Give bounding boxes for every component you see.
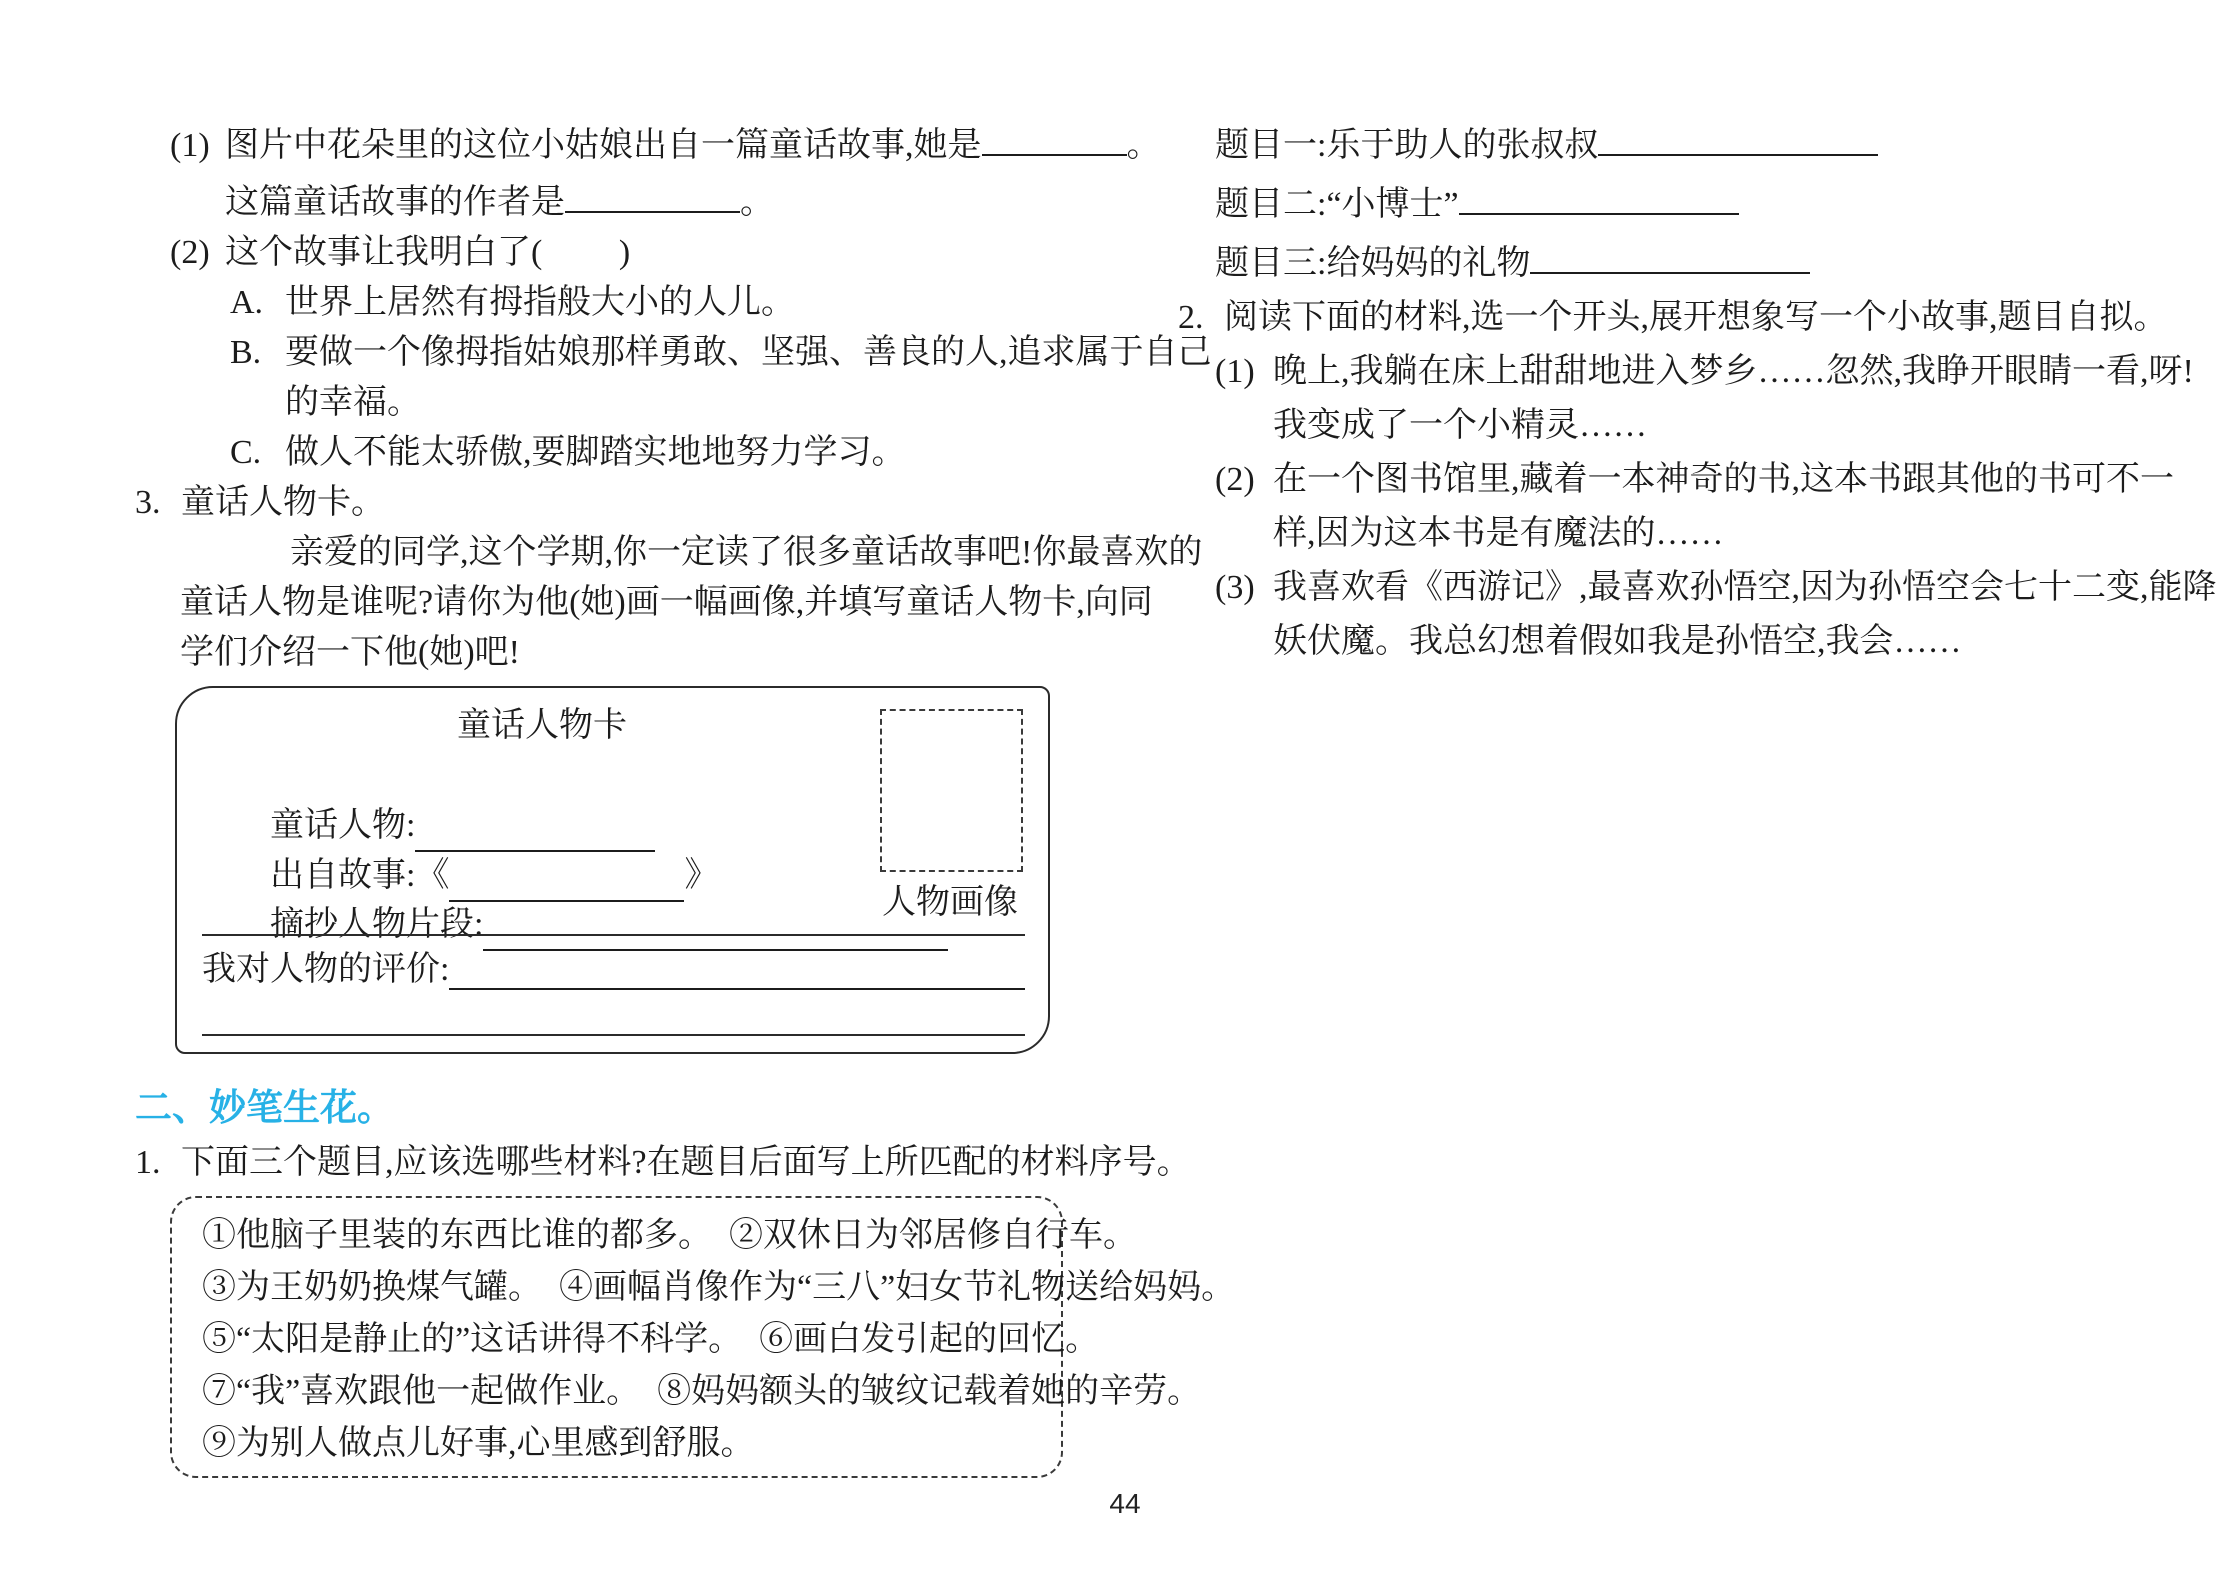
option-c-text: 做人不能太骄傲,要脚踏实地地努力学习。 [285,434,906,471]
material-line-2: ③为王奶奶换煤气罐。 ④画幅肖像作为“三八”妇女节礼物送给妈妈。 [202,1269,1236,1306]
answer-blank-line [1530,232,1810,274]
paragraph-text: 亲爱的同学,这个学期,你一定读了很多童话故事吧!你最喜欢的 [290,534,1203,571]
portrait-label: 人物画像 [882,884,1018,921]
prompt-1-line-2 [1178,399,2103,453]
s2-question-1-text: 下面三个题目,应该选哪些材料?在题目后面写上所匹配的材料序号。 [181,1144,1191,1181]
material-line-4: ⑦“我”喜欢跟他一起做作业。 ⑧妈妈额头的皱纹记载着她的辛劳。 [202,1373,1202,1410]
question-1-marker: (1) [170,127,210,164]
prompt-3-marker: (3) [1215,569,1255,606]
prompt-3-line-1 [1178,561,2217,615]
prompt-text: 在一个图书馆里,藏着一本神奇的书,这本书跟其他的书可不一 [1273,461,2174,498]
prompt-1-marker: (1) [1215,353,1255,390]
prompt-text: 我变成了一个小精灵…… [1273,407,1647,444]
question-3-title: 童话人物卡。 [181,484,385,521]
option-b-row-2 [135,378,1075,428]
field-label: 出自故事:《 [270,857,450,894]
question-3-marker: 3. [135,484,161,521]
question-3-paragraph-line-1 [135,528,1203,578]
question-2-row [1178,291,2168,345]
option-b-label: B. [230,334,262,371]
question-3-paragraph-line-2 [135,578,1153,628]
title-3-label: 题目三: [1215,245,1327,282]
answer-blank-line [982,114,1127,156]
answer-blank-line [565,171,740,213]
question-1-text-2: 这篇童话故事的作者是 [225,184,565,221]
material-line-1: ①他脑子里装的东西比谁的都多。 ②双休日为邻居修自行车。 [202,1217,1137,1254]
question-2-line [135,228,1075,278]
paragraph-text: 童话人物是谁呢?请你为他(她)画一幅画像,并填写童话人物卡,向同 [180,584,1153,621]
option-a-row [135,278,1075,328]
s2-question-1-marker: 1. [135,1144,161,1181]
prompt-text: 晚上,我躺在床上甜甜地进入梦乡……忽然,我睁开眼睛一看,呀! [1273,353,2194,390]
portrait-placeholder-box [880,709,1023,872]
prompt-2-line-1 [1178,453,2174,507]
period: 。 [740,184,774,221]
answer-blank-line [1598,114,1878,156]
left-column [135,114,1236,1478]
prompt-2-line-2 [1178,507,2103,561]
question-2-text: 阅读下面的材料,选一个开头,展开想象写一个小故事,题目自拟。 [1224,299,2168,336]
title-option-1 [1178,114,2103,173]
ruled-line [202,934,1025,936]
section-2-header: 二、妙笔生花。 [135,1087,394,1128]
option-b-text-1: 要做一个像拇指姑娘那样勇敢、坚强、善良的人,追求属于自己 [285,334,1212,371]
title-2-text: “小博士” [1326,186,1459,223]
page-number: 44 [1109,1488,1141,1519]
character-card-title: 童话人物卡 [457,707,627,744]
question-2-text: 这个故事让我明白了( ) [225,234,631,271]
field-label: 摘抄人物片段: [270,906,484,943]
prompt-text: 我喜欢看《西游记》,最喜欢孙悟空,因为孙悟空会七十二变,能降 [1273,569,2217,606]
answer-blank-line [449,988,1025,990]
field-suffix: 》 [684,857,719,894]
character-card [175,686,1050,1054]
title-3-text: 给妈妈的礼物 [1326,245,1531,282]
question-2-marker: 2. [1178,299,1204,336]
field-label: 我对人物的评价: [202,951,450,988]
question-2-marker: (2) [170,234,210,271]
title-option-2 [1178,173,2103,232]
title-1-text: 乐于助人的张叔叔 [1326,127,1599,164]
option-b-text-2: 的幸福。 [285,384,421,421]
title-2-label: 题目二: [1215,186,1327,223]
prompt-text: 样,因为这本书是有魔法的…… [1273,515,1724,552]
question-3-row [135,478,1075,528]
question-1-line-1 [135,114,1161,171]
option-c-row [135,428,1075,478]
prompt-text: 妖伏魔。我总幻想着假如我是孙悟空,我会…… [1273,623,1962,660]
option-a-label: A. [230,284,264,321]
section-2-question-1 [135,1138,1191,1188]
prompt-2-marker: (2) [1215,461,1255,498]
question-1-text: 图片中花朵里的这位小姑娘出自一篇童话故事,她是 [225,127,982,164]
prompt-1-line-1 [1178,345,2194,399]
material-line-5: ⑨为别人做点儿好事,心里感到舒服。 [202,1425,755,1462]
period: 。 [1126,127,1161,164]
title-option-3 [1178,232,2103,291]
card-field-evaluation [202,944,1025,996]
title-1-label: 题目一: [1215,127,1327,164]
field-label: 童话人物: [270,807,416,844]
prompt-3-line-2 [1178,615,2103,669]
question-1-line-2 [135,171,1075,228]
paragraph-text: 学们介绍一下他(她)吧! [180,634,520,671]
option-c-label: C. [230,434,262,471]
option-b-row-1 [135,328,1212,378]
question-3-paragraph-line-3 [135,628,1075,678]
right-column [1178,114,2217,669]
materials-box [170,1196,1236,1478]
option-a-text: 世界上居然有拇指般大小的人儿。 [285,284,795,321]
ruled-line [202,1034,1025,1036]
material-line-3: ⑤“太阳是静止的”这话讲得不科学。 ⑥画白发引起的回忆。 [202,1321,1100,1358]
answer-blank-line [1459,173,1739,215]
